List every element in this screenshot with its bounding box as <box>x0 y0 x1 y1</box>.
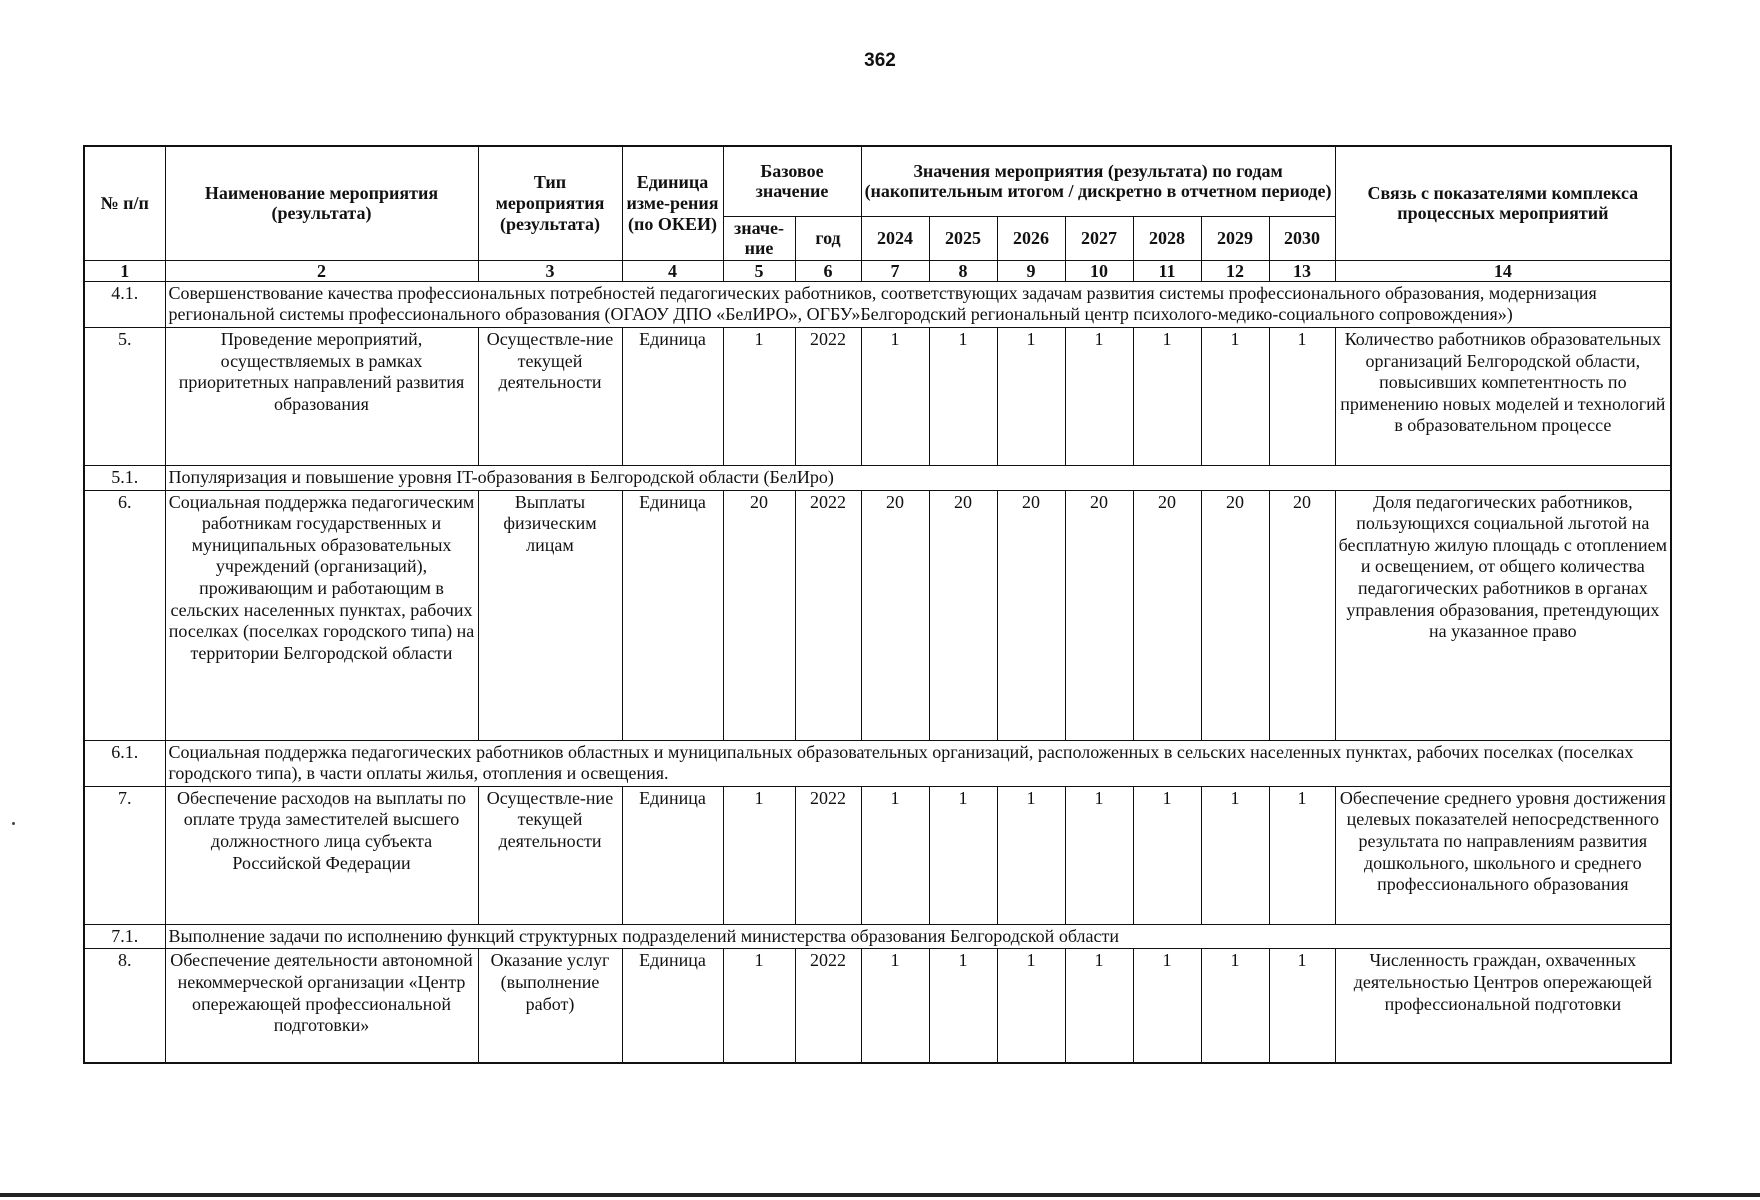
column-number: 11 <box>1133 260 1201 281</box>
section-num: 4.1. <box>84 281 165 327</box>
item-num: 8. <box>84 949 165 1063</box>
header-link: Связь с показателями комплекса процессных мероприятий <box>1335 146 1671 260</box>
item-value: 1 <box>1201 949 1269 1063</box>
header-base-year: год <box>795 216 861 260</box>
item-value: 20 <box>861 490 929 740</box>
header-year: 2025 <box>929 216 997 260</box>
item-base-year: 2022 <box>795 949 861 1063</box>
column-number: 2 <box>165 260 478 281</box>
section-row <box>84 281 1671 327</box>
header-year: 2026 <box>997 216 1065 260</box>
item-unit: Единица <box>622 328 723 466</box>
item-value: 1 <box>861 786 929 924</box>
column-number: 8 <box>929 260 997 281</box>
header-base-value: значе-ние <box>723 216 795 260</box>
item-value: 1 <box>929 949 997 1063</box>
item-value: 1 <box>861 949 929 1063</box>
header-base: Базовое значение <box>723 146 861 216</box>
item-name: Социальная поддержка педагогическим работникам государственных и муниципальных образовательных учреждений (организаций), проживающим и работающим в сельских населенных пунктах, рабочих поселках (поселках городского типа) на территории Белгородской области <box>165 490 478 740</box>
item-value: 20 <box>1201 490 1269 740</box>
item-num: 7. <box>84 786 165 924</box>
column-number: 7 <box>861 260 929 281</box>
item-value: 1 <box>1065 328 1133 466</box>
item-type: Выплаты физическим лицам <box>478 490 622 740</box>
item-value: 1 <box>929 328 997 466</box>
item-value: 1 <box>1269 328 1335 466</box>
header-year: 2027 <box>1065 216 1133 260</box>
item-base-year: 2022 <box>795 490 861 740</box>
item-value: 1 <box>861 328 929 466</box>
item-value: 1 <box>1269 786 1335 924</box>
item-value: 1 <box>1201 786 1269 924</box>
header-year: 2028 <box>1133 216 1201 260</box>
header-year: 2024 <box>861 216 929 260</box>
item-link: Обеспечение среднего уровня достижения целевых показателей непосредственного результата по направлениям развития дошкольного, школьного и среднего профессионального образования <box>1335 786 1671 924</box>
page-number: 362 <box>864 50 896 71</box>
item-unit: Единица <box>622 490 723 740</box>
item-base-value: 1 <box>723 786 795 924</box>
section-row <box>84 924 1671 949</box>
item-value: 1 <box>1133 328 1201 466</box>
item-type: Осуществле-ние текущей деятельности <box>478 328 622 466</box>
item-type: Оказание услуг (выполнение работ) <box>478 949 622 1063</box>
table-row <box>84 949 1671 1063</box>
item-base-year: 2022 <box>795 328 861 466</box>
column-number: 9 <box>997 260 1065 281</box>
header-year: 2030 <box>1269 216 1335 260</box>
table-row <box>84 328 1671 466</box>
section-text: Выполнение задачи по исполнению функций структурных подразделений министерства образования Белгородской области <box>165 924 1671 949</box>
section-num: 5.1. <box>84 466 165 491</box>
scan-edge-rule <box>0 1193 1760 1197</box>
section-row <box>84 466 1671 491</box>
item-link: Доля педагогических работников, пользующихся социальной льготой на бесплатную жилую площадь с отоплением и освещением, от общего количества педагогических работников в органах управления образования, претендующих на указанное право <box>1335 490 1671 740</box>
header-unit: Единица изме-рения (по ОКЕИ) <box>622 146 723 260</box>
item-base-value: 1 <box>723 328 795 466</box>
item-value: 1 <box>929 786 997 924</box>
item-value: 1 <box>1269 949 1335 1063</box>
column-number: 6 <box>795 260 861 281</box>
item-link: Количество работников образовательных организаций Белгородской области, повысивших компетентность по применению новых моделей и технологий в образовательном процессе <box>1335 328 1671 466</box>
item-base-year: 2022 <box>795 786 861 924</box>
table-header <box>84 146 1671 281</box>
table-row <box>84 490 1671 740</box>
item-value: 20 <box>929 490 997 740</box>
item-link: Численность граждан, охваченных деятельностью Центров опережающей профессиональной подготовки <box>1335 949 1671 1063</box>
item-unit: Единица <box>622 786 723 924</box>
item-base-value: 20 <box>723 490 795 740</box>
item-type: Осуществле-ние текущей деятельности <box>478 786 622 924</box>
item-value: 1 <box>1201 328 1269 466</box>
section-text: Популяризация и повышение уровня IT-образования в Белгородской области (БелИро) <box>165 466 1671 491</box>
item-value: 20 <box>1065 490 1133 740</box>
item-value: 1 <box>1133 949 1201 1063</box>
header-years: Значения мероприятия (результата) по годам (накопительным итогом / дискретно в отчетном периоде) <box>861 146 1335 216</box>
item-name: Обеспечение деятельности автономной некоммерческой организации «Центр опережающей профессиональной подготовки» <box>165 949 478 1063</box>
header-num: № п/п <box>84 146 165 260</box>
measures-table <box>83 145 1672 1064</box>
item-value: 20 <box>997 490 1065 740</box>
item-value: 1 <box>1133 786 1201 924</box>
header-year: 2029 <box>1201 216 1269 260</box>
table-row <box>84 786 1671 924</box>
column-number: 1 <box>84 260 165 281</box>
section-num: 7.1. <box>84 924 165 949</box>
item-value: 1 <box>1065 949 1133 1063</box>
item-value: 1 <box>997 328 1065 466</box>
section-row <box>84 740 1671 786</box>
item-value: 1 <box>997 786 1065 924</box>
scan-speck <box>12 822 15 825</box>
item-value: 1 <box>1065 786 1133 924</box>
column-number: 5 <box>723 260 795 281</box>
column-number: 10 <box>1065 260 1133 281</box>
item-base-value: 1 <box>723 949 795 1063</box>
item-value: 20 <box>1269 490 1335 740</box>
column-number: 12 <box>1201 260 1269 281</box>
item-value: 1 <box>997 949 1065 1063</box>
item-value: 20 <box>1133 490 1201 740</box>
column-number-row <box>84 260 1671 281</box>
item-unit: Единица <box>622 949 723 1063</box>
section-num: 6.1. <box>84 740 165 786</box>
item-name: Обеспечение расходов на выплаты по оплате труда заместителей высшего должностного лица субъекта Российской Федерации <box>165 786 478 924</box>
column-number: 4 <box>622 260 723 281</box>
column-number: 14 <box>1335 260 1671 281</box>
item-num: 6. <box>84 490 165 740</box>
item-num: 5. <box>84 328 165 466</box>
section-text: Социальная поддержка педагогических работников областных и муниципальных образовательных организаций, расположенных в сельских населенных пунктах, рабочих поселках (поселках городского типа), в части оплаты жилья, отопления и освещения. <box>165 740 1671 786</box>
item-name: Проведение мероприятий, осуществляемых в рамках приоритетных направлений развития образования <box>165 328 478 466</box>
column-number: 3 <box>478 260 622 281</box>
header-name: Наименование мероприятия (результата) <box>165 146 478 260</box>
column-number: 13 <box>1269 260 1335 281</box>
section-text: Совершенствование качества профессиональных потребностей педагогических работников, соответствующих задачам развития системы профессионального образования, модернизация региональной системы профессионального образования (ОГАОУ ДПО «БелИРО», ОГБУ»Белгородский региональный центр психолого-медико-социального сопровождения») <box>165 281 1671 327</box>
header-type: Тип мероприятия (результата) <box>478 146 622 260</box>
